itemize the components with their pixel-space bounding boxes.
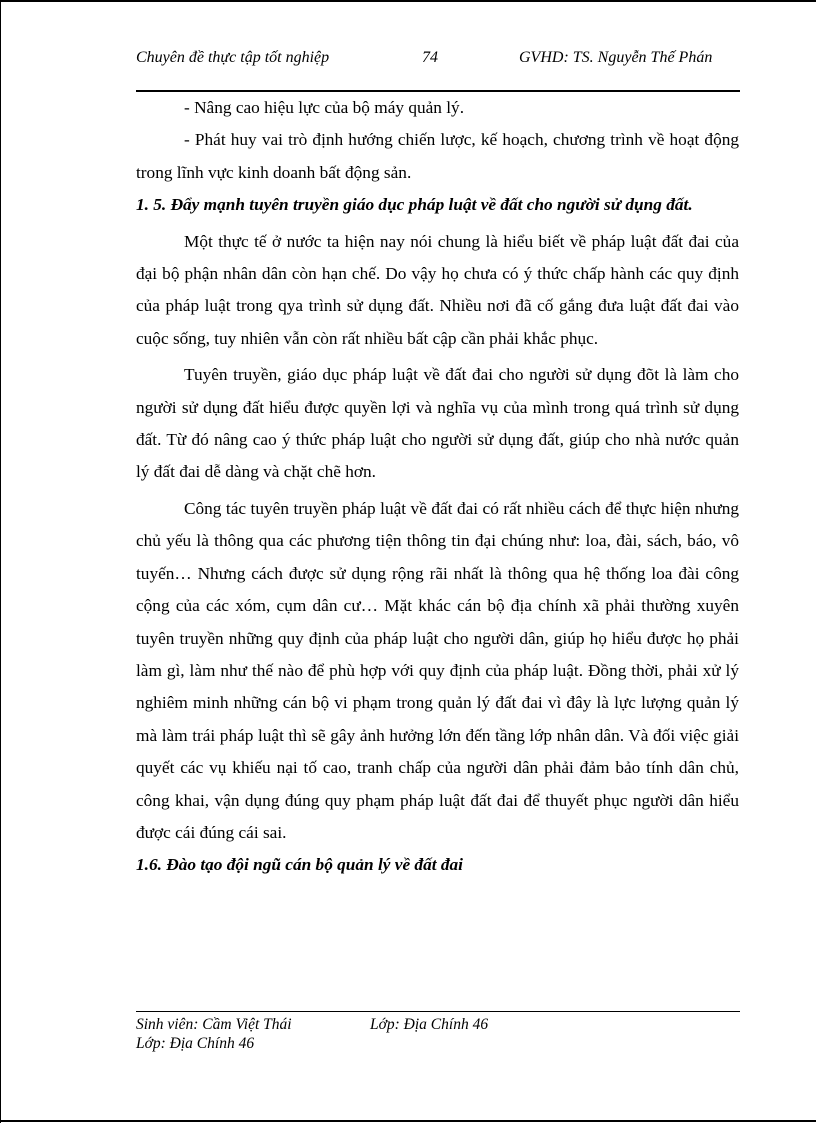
page-top-border [0, 0, 816, 2]
bullet-item: - Phát huy vai trò định hướng chiến lược, kế hoạch, chương trình về hoạt động trong lĩnh vực kinh doanh bất động sản. [136, 130, 739, 182]
footer-class: Lớp: Địa Chính 46 [370, 1016, 489, 1033]
footer-rule [136, 1011, 740, 1012]
paragraph: Một thực tế ở nước ta hiện nay nói chung là hiểu biết về pháp luật đất đai của đại bộ phận nhân dân còn hạn chế. Do vậy họ chưa có ý thức chấp hành các quy định của pháp luật trong qya trình sử dụng đất. Nhiều nơi đã cố gắng đưa luật đất đai vào cuộc sống, tuy nhiên vẫn còn rất nhiều bất cập cần phải khắc phục. [136, 231, 739, 348]
bullet-item: - Nâng cao hiệu lực của bộ máy quản lý. [184, 98, 465, 117]
document-body [136, 92, 739, 882]
paragraph: Tuyên truyền, giáo dục pháp luật về đất đai cho người sử dụng đõt là làm cho người sử dụng đất hiểu được quyền lợi và nghĩa vụ của mình trong quá trình sử dụng đất. Từ đó nâng cao ý thức pháp luật cho người sử dụng đất, giúp cho nhà nước quản lý đất đai dễ dàng và chặt chẽ hơn. [136, 365, 739, 482]
section-heading-1-5: 1. 5. Đẩy mạnh tuyên truyền giáo dục pháp luật về đất cho người sử dụng đất. [136, 195, 693, 215]
header-course-title: Chuyên đề thực tập tốt nghiệp [136, 49, 330, 66]
header-page-number: 74 [422, 49, 438, 66]
paragraph: Công tác tuyên truyền pháp luật về đất đai có rất nhiều cách để thực hiện nhưng chủ yếu là thông qua các phương tiện thông tin đại chúng như: loa, đài, sách, báo, vô tuyến… Nhưng cách được sử dụng rộng rãi nhất là thông qua hệ thống loa đài công cộng của các xóm, cụm dân cư… Mặt khác cán bộ địa chính xã phải thường xuyên tuyên truyền những quy định của pháp luật cho người dân, giúp họ hiểu được họ phải làm gì, làm như thế nào để phù hợp với quy định của pháp luật. Đồng thời, phải xử lý nghiêm minh những cán bộ vi phạm trong quản lý đất đai vì đây là lực lượng quản lý mà làm trái pháp luật thì sẽ gây ảnh hưởng lớn đến tầng lớp nhân dân. Và đối việc giải quyết các vụ khiếu nại tố cao, tranh chấp của người dân phải đảm bảo tính dân chủ, công khai, vận dụng đúng quy phạm pháp luật đất đai để thuyết phục người dân hiểu được cái đúng cái sai. [136, 498, 739, 842]
footer-student-name: Sinh viên: Cầm Việt Thái [136, 1016, 292, 1033]
header-advisor: GVHD: TS. Nguyễn Thế Phán [519, 49, 713, 66]
footer-class-repeat: Lớp: Địa Chính 46 [136, 1035, 255, 1052]
page-bottom-border [0, 1120, 816, 1122]
page-left-border [0, 0, 1, 1123]
section-heading-1-6: 1.6. Đào tạo đội ngũ cán bộ quản lý về đất đai [136, 855, 463, 875]
